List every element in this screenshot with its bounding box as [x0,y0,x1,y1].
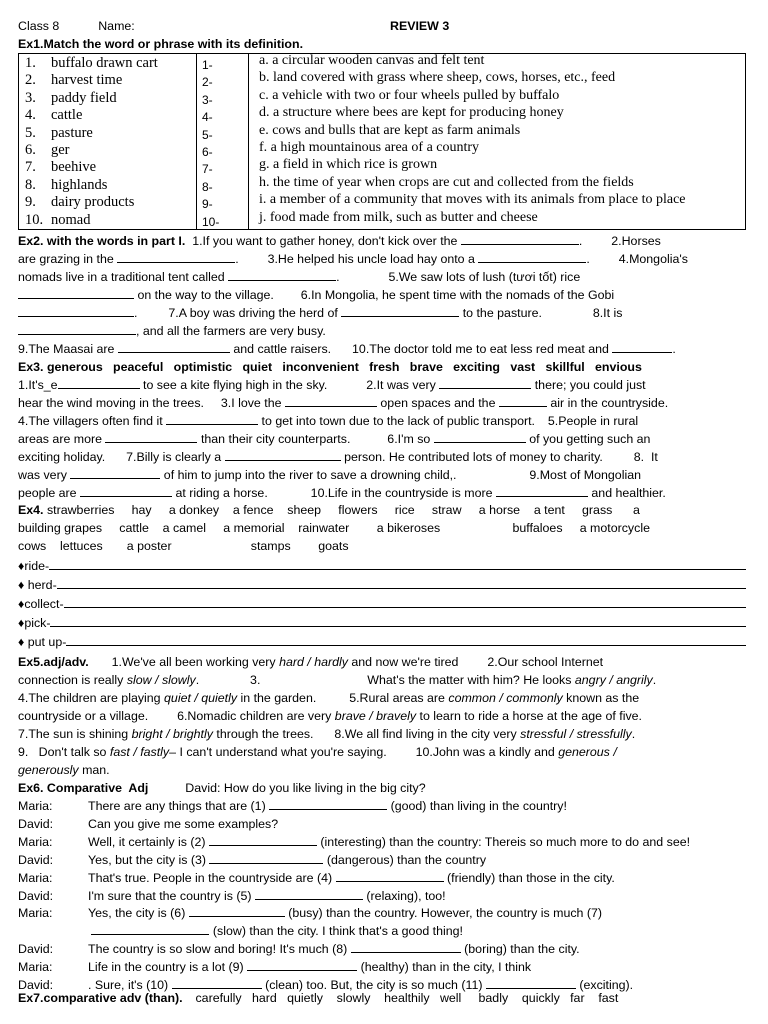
ex1-word-number: 9. [25,194,36,211]
ex3-q5: 5.People in rural [547,414,639,428]
ex1-word: highlands [51,176,108,193]
ex2-line-7 [18,341,676,359]
ex5-line-4 [18,708,642,726]
ex3-text: of you getting such an [529,432,651,446]
ex4-verb-label: ♦ put up- [18,635,67,649]
ex1-word-item [25,142,70,159]
answer-blank[interactable] [70,467,160,479]
ex1-word-number: 6. [25,142,36,158]
ex1-word-item [25,72,122,89]
ex3-text: and healthier. [591,486,666,500]
ex6-text: (healthy) than in the city, I think [360,960,532,975]
ex1-definition: b. land covered with grass where sheep, cows, horses, etc., feed [259,70,616,86]
header-row [18,18,135,36]
ex5-choice[interactable]: brave / bravely [334,709,417,723]
ex5-text: man. [82,763,110,777]
ex2-line-5 [18,305,622,323]
ex6-dialogue-line [18,959,531,977]
ex4-verb-label: ♦ herd- [18,578,57,592]
ex5-choice[interactable]: bright / brightly [131,727,213,741]
ex6-dialogue-line [18,816,278,834]
ex1-word: nomad [51,211,91,228]
ex6-speaker: Maria: [18,960,53,975]
ex2-line-6 [18,323,326,341]
answer-blank[interactable] [66,634,746,646]
ex1-title: Ex1.Match the word or phrase with its definition. [18,37,304,51]
ex5-q2: 2.Our school Internet [487,655,604,669]
ex6-text: (clean) too. But, the city is so much (11) [265,978,483,992]
ex1-word-item [25,177,107,194]
ex5-q3: 3. [250,673,261,687]
answer-blank[interactable] [189,905,285,917]
ex2-period: . [134,306,138,320]
ex6-text: (slow) than the city. I think that's a good thing! [212,924,463,939]
ex2-period: . [672,342,676,356]
answer-blank[interactable] [255,888,363,900]
ex6-text: (busy) than the country. However, the country is much (7) [288,906,603,921]
ex7-title: Ex7.comparative adv (than). [18,991,183,1005]
ex4-verb-label: ♦pick- [18,616,51,630]
ex5-text: . [652,673,657,687]
ex5-choice[interactable]: angry / angrily [574,673,653,687]
ex5-text: in the garden. [240,691,317,705]
ex3-q1: 1.It's_e [18,378,58,392]
ex3-q3: 3.I love the [220,396,282,410]
answer-blank[interactable] [461,233,579,245]
ex2-q7b: to the pasture. [462,306,542,320]
ex2-period: . [586,252,590,266]
answer-blank[interactable] [209,852,323,864]
ex1-answer-slot[interactable]: 5- [202,127,213,142]
answer-blank[interactable] [496,485,588,497]
ex3-text: air in the countryside. [550,396,669,410]
ex1-answer-column [197,54,249,229]
ex2-q6: 6.In Mongolia, he spent time with the nomads of the Gobi [300,288,615,302]
ex4-row-1 [18,502,640,520]
ex3-text: there; you could just [534,378,646,392]
ex1-word-number: 10. [25,211,44,228]
ex2-q9b: and cattle raisers. [233,342,332,356]
page-title: REVIEW 3 [390,19,450,33]
ex5-title: Ex5.adj/adv. [18,655,89,669]
ex6-text: The country is so slow and boring! It's much (8) [88,942,348,957]
ex2-period: . [336,270,340,284]
ex6-text: (relaxing), too! [366,888,446,903]
ex5-choice[interactable]: hard / hardly [279,655,348,669]
ex1-word-number: 5. [25,124,36,141]
ex5-text: – I can't understand what you're saying. [169,745,387,759]
ex3-line-3 [18,413,638,431]
ex5-text: connection is really [18,673,124,687]
ex1-word-number: 7. [25,159,36,176]
ex1-answer-slot[interactable]: 10- [202,214,220,229]
ex1-definition: j. food made from milk, such as butter and cheese [259,209,538,225]
ex6-text: Well, it certainly is (2) [88,834,206,849]
ex5-line-1 [18,654,603,672]
ex4-verb-line [18,634,746,652]
ex3-q4: 4.The villagers often find it [18,414,163,428]
ex1-word-number: 1. [25,55,36,71]
ex1-word-item [25,159,96,176]
name-label: Name: [98,19,135,33]
ex3-word-bank: generous peaceful optimistic quiet inconvenient fresh brave exciting vast skillful envious [46,360,642,374]
ex6-intro: David: How do you like living in the big city? [185,781,426,795]
ex6-speaker: David: [18,942,54,957]
ex6-text: (good) than living in the country! [390,799,567,813]
answer-blank[interactable] [209,834,317,846]
ex5-text: . [195,673,200,687]
ex2-q8b: , and all the farmers are very busy. [136,324,326,338]
answer-blank[interactable] [80,485,172,497]
ex1-word-item [25,90,117,107]
ex1-answer-slot[interactable]: 9- [202,197,213,212]
ex4-verb-line [18,558,746,576]
ex5-text: . [631,727,636,741]
ex1-word-column [19,54,197,229]
ex2-q5: 5.We saw lots of lush (tươi tốt) rice [388,270,581,284]
ex5-q7: 7.The sun is shining [18,727,129,741]
ex1-definition: e. cows and bulls that are kept as farm animals [259,122,521,138]
ex6-text: (dangerous) than the country [326,852,487,867]
ex6-speaker: Maria: [18,906,53,921]
ex3-text: was very [18,468,67,482]
answer-blank[interactable] [58,377,140,389]
ex6-text: Can you give me some examples? [88,816,279,831]
ex6-text: (interesting) than the country: Thereis so much more to do and see! [320,834,691,849]
answer-blank[interactable] [118,341,230,353]
ex2-q2b: are grazing in the [18,252,114,266]
ex5-text: known as the [566,691,640,705]
ex3-q9: 9.Most of Mongolian [529,468,641,482]
answer-blank[interactable] [18,305,134,317]
ex5-line-7 [18,762,110,780]
ex5-line-5 [18,726,635,744]
ex3-text: than their city counterparts. [200,432,351,446]
ex3-q6: 6.I'm so [387,432,431,446]
ex6-speaker: David: [18,816,54,831]
answer-blank[interactable] [57,577,746,589]
ex4-verb-line [18,596,746,614]
ex3-text: people are [18,486,77,500]
answer-blank[interactable] [18,323,136,335]
ex2-q2: 2.Horses [611,234,661,248]
answer-blank[interactable] [612,341,672,353]
ex3-text: exciting holiday. [18,450,106,464]
ex5-q4: 4.The children are playing [18,691,161,705]
answer-blank[interactable] [285,395,377,407]
answer-blank[interactable] [499,395,547,407]
ex6-speaker: David: [18,852,54,867]
ex3-text: open spaces and the [380,396,496,410]
ex1-answer-slot[interactable]: 4- [202,110,213,125]
ex6-text: (friendly) than those in the city. [447,870,615,885]
ex5-q1: 1.We've all been working very [111,655,276,669]
ex6-title-row [18,780,426,798]
ex5-q10: 10.John was a kindly and [415,745,555,759]
ex1-word: paddy field [51,89,117,106]
ex2-line-4 [18,287,614,305]
ex2-line-1 [18,233,661,251]
ex6-text: That's true. People in the countryside are (4) [88,870,333,885]
answer-blank[interactable] [172,977,262,989]
ex6-dialogue-line [18,941,580,959]
answer-blank[interactable] [225,449,341,461]
ex3-text: of him to jump into the river to save a drowning child,. [163,468,457,482]
ex1-definition: f. a high mountainous area of a country [259,140,480,155]
ex6-speaker: David: [18,888,54,903]
ex5-choice[interactable]: common / commonly [448,691,563,705]
ex2-q4: 4.Mongolia's [618,252,688,266]
ex5-choice[interactable]: fast / fastly [109,745,170,759]
answer-blank[interactable] [486,977,576,989]
ex6-title: Ex6. Comparative Adj [18,781,149,795]
ex4-word-bank-3: cows lettuces a poster stamps goats [18,539,349,553]
ex2-q3: 3.He helped his uncle load hay onto a [267,252,475,266]
ex2-q10: 10.The doctor told me to eat less red meat and [352,342,609,356]
ex2-line-3 [18,269,580,287]
ex1-word-item [25,212,90,229]
answer-blank[interactable] [336,870,444,882]
ex5-text: to learn to ride a horse at the age of five. [419,709,642,723]
ex1-word-number: 3. [25,89,36,106]
ex2-q9: 9.The Maasai are [18,342,115,356]
ex4-word-bank-2: building grapes cattle a camel a memorial rainwater a bikeroses buffaloes a motorcycle [18,521,650,535]
ex6-text: (exciting). [579,978,634,992]
ex1-word: harvest time [51,72,123,89]
ex6-dialogue-line [18,852,486,870]
ex2-q7: 7.A boy was driving the herd of [168,306,338,320]
ex2-title: Ex2. with the words in part I. [18,234,186,248]
ex3-line-7 [18,485,666,503]
ex7-row [18,990,618,1008]
ex5-choice[interactable]: generous / [558,745,617,759]
answer-blank[interactable] [351,941,461,953]
ex6-text: Yes, but the city is (3) [88,852,206,867]
ex7-word-bank: carefully hard quietly slowly healthily well badly quickly far fast [195,991,619,1005]
ex2-q1: 1.If you want to gather honey, don't kick over the [192,234,458,248]
answer-blank[interactable] [64,596,746,608]
ex4-verb-line [18,615,746,633]
ex5-line-3 [18,690,639,708]
ex2-q8: 8.It is [592,306,623,320]
ex6-dialogue-line [18,870,615,888]
ex2-period: . [235,252,239,266]
ex3-q8: 8. It [633,450,658,464]
ex1-definition: i. a member of a community that moves with its animals from place to place [259,192,686,208]
ex3-line-5 [18,449,658,467]
ex1-word-item [25,125,93,142]
ex5-q5: 5.Rural areas are [349,691,445,705]
class-label: Class 8 [18,19,60,33]
ex5-text: What's the matter with him? He looks [367,673,572,687]
answer-blank[interactable] [269,798,387,810]
ex6-dialogue-line [18,888,446,906]
ex3-line-2 [18,395,668,413]
ex5-choice[interactable]: generously [18,763,79,777]
ex1-word: beehive [51,159,97,176]
ex5-text: countryside or a village. [18,709,149,723]
answer-blank[interactable] [49,558,746,570]
ex6-text: I'm sure that the country is (5) [88,888,252,903]
ex3-line-4 [18,431,650,449]
ex1-matching-table [18,53,746,230]
ex5-choice[interactable]: quiet / quietly [164,691,238,705]
ex6-dialogue-line [18,834,690,852]
answer-blank[interactable] [91,923,209,935]
ex1-definition: c. a vehicle with two or four wheels pulled by buffalo [259,87,560,103]
ex1-definition: g. a field in which rice is grown [259,157,438,173]
ex2-q4b: nomads live in a traditional tent called [18,270,225,284]
ex1-word: pasture [51,124,93,141]
ex1-answer-slot[interactable]: 3- [202,92,213,107]
ex1-word-number: 4. [25,107,36,124]
ex6-dialogue-line [18,923,463,941]
ex3-line-1 [18,377,646,395]
ex1-answer-slot[interactable]: 6- [202,145,213,159]
ex5-choice[interactable]: stressful / stressfully [520,727,632,741]
answer-blank[interactable] [228,269,336,281]
ex3-text: hear the wind moving in the trees. [18,396,204,410]
ex5-text: through the trees. [216,727,314,741]
ex1-word: cattle [51,107,83,124]
ex1-definition-column [249,54,745,229]
ex6-text: There are any things that are (1) [88,799,266,813]
ex5-choice[interactable]: slow / slowly [126,673,196,687]
answer-blank[interactable] [478,251,586,263]
ex4-word-bank-1: strawberries hay a donkey a fence sheep flowers rice straw a horse a tent grass a [46,503,640,517]
ex1-word-item [25,107,82,124]
ex6-text: . Sure, it's (10) [88,978,169,992]
ex5-line-6 [18,744,617,762]
ex1-answer-slot[interactable]: 1- [202,58,213,72]
ex1-word: ger [51,142,70,158]
ex1-answer-slot[interactable]: 7- [202,162,213,177]
ex5-line-2 [18,672,656,690]
answer-blank[interactable] [341,305,459,317]
ex5-text: and now we're tired [351,655,459,669]
ex5-q6: 6.Nomadic children are very [177,709,332,723]
ex6-text: Yes, the city is (6) [88,906,186,921]
ex1-word-number: 2. [25,72,36,89]
answer-blank[interactable] [434,431,526,443]
ex2-period: . [578,234,583,248]
ex6-speaker: Maria: [18,870,53,885]
ex5-q8: 8.We all find living in the city very [334,727,517,741]
ex3-text: person. He contributed lots of money to charity. [344,450,603,464]
ex4-verb-label: ♦ride- [18,559,50,573]
ex3-text: to get into town due to the lack of public transport. [261,414,535,428]
ex1-word-item [25,194,134,211]
answer-blank[interactable] [50,615,746,627]
ex6-text: Life in the country is a lot (9) [88,960,244,975]
ex1-word-number: 8. [25,176,36,193]
ex3-text: at riding a horse. [175,486,268,500]
ex1-answer-slot[interactable]: 2- [202,75,213,90]
ex1-word: buffalo drawn cart [51,55,158,71]
ex1-word-item [25,55,158,72]
ex1-definition: a. a circular wooden canvas and felt tent [259,54,485,68]
ex3-q7: 7.Billy is clearly a [126,450,222,464]
ex5-q9: 9. Don't talk so [18,745,107,759]
ex1-definition: d. a structure where bees are kept for producing honey [259,105,564,121]
ex6-dialogue-line [18,798,567,816]
ex3-q10: 10.Life in the countryside is more [310,486,493,500]
ex3-text: areas are more [18,432,103,446]
ex3-title: Ex3. [18,360,44,374]
answer-blank[interactable] [247,959,357,971]
ex6-speaker: David: [18,978,54,992]
answer-blank[interactable] [18,287,134,299]
answer-blank[interactable] [439,377,531,389]
ex2-q5b: on the way to the village. [137,288,274,302]
ex2-line-2 [18,251,688,269]
answer-blank[interactable] [117,251,235,263]
ex1-definition: h. the time of year when crops are cut and collected from the fields [259,174,634,190]
answer-blank[interactable] [166,413,258,425]
ex4-title: Ex4. [18,503,44,517]
ex3-text: to see a kite flying high in the sky. [143,378,328,392]
answer-blank[interactable] [105,431,197,443]
ex3-title-row [18,359,642,377]
ex3-line-6 [18,467,641,485]
ex4-verb-line [18,577,746,595]
ex6-speaker: Maria: [18,834,53,849]
ex6-speaker: Maria: [18,799,53,813]
ex1-word: dairy products [51,194,135,211]
ex1-answer-slot[interactable]: 8- [202,179,213,194]
ex6-dialogue-line [18,905,602,923]
ex3-q2: 2.It was very [366,378,436,392]
ex4-verb-label: ♦collect- [18,597,64,611]
ex6-text: (boring) than the city. [464,942,580,957]
